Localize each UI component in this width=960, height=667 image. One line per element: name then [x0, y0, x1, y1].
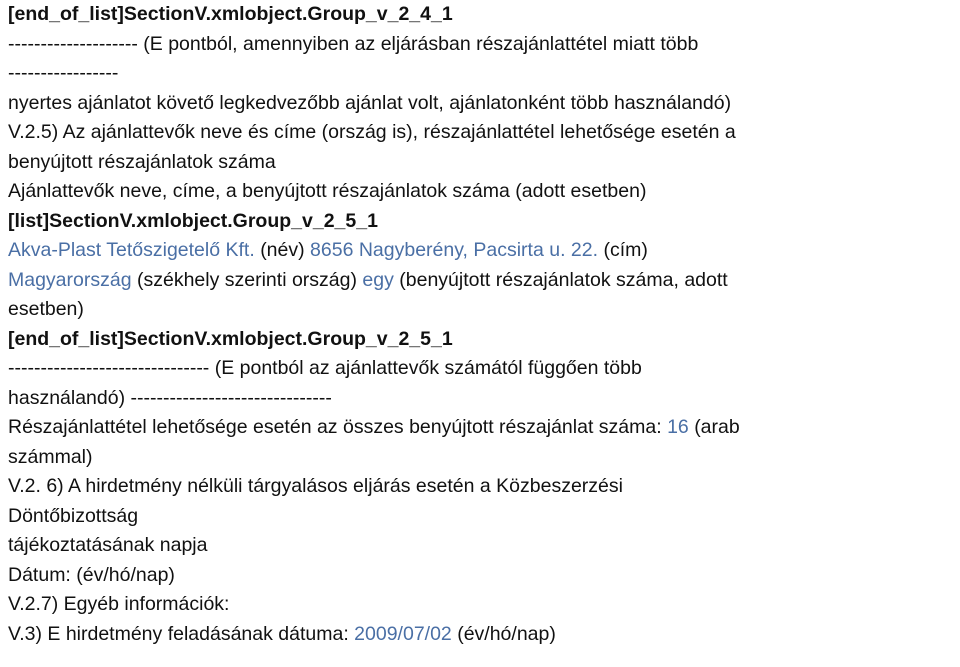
bidders-label: Ajánlattevők neve, címe, a benyújtott részajánlatok száma (adott esetben)	[8, 180, 647, 202]
end-of-list-marker-v-2-5-1: [end_of_list]SectionV.xmlobject.Group_v_2_5_1	[8, 327, 453, 350]
bid-count-label-cont: esetben)	[8, 298, 84, 320]
bidder-country-line	[8, 266, 952, 296]
list-marker-v-2-5-1: [list]SectionV.xmlobject.Group_v_2_5_1	[8, 209, 378, 232]
bid-count-label: (benyújtott részajánlatok száma, adott	[399, 268, 728, 291]
total-bids-value: 16	[667, 416, 689, 438]
date-format-label: Dátum: (év/hó/nap)	[8, 563, 175, 586]
bidders-note-line-1: ------------------------------- (E pontból az ajánlattevők számától függően több	[8, 357, 642, 379]
section-v-2-6-heading: V.2. 6) A hirdetmény nélküli tárgyalásos eljárás esetén a Közbeszerzési	[8, 475, 623, 497]
section-v-2-5-heading: V.2.5) Az ajánlattevők neve és címe (ország is), részajánlattétel lehetősége esetén a	[8, 121, 736, 143]
name-label: (név)	[260, 239, 305, 261]
bidder-country: Magyarország	[8, 268, 132, 291]
dispatch-date-value: 2009/07/02	[354, 622, 452, 645]
country-label: (székhely szerinti ország)	[136, 268, 357, 291]
dispatch-date-format: (év/hó/nap)	[457, 622, 556, 645]
bidders-note-line-2: használandó) -------------------------------	[8, 386, 332, 409]
address-label: (cím)	[603, 239, 648, 261]
dispatch-date-line	[8, 620, 952, 650]
section-note-line-3: nyertes ajánlatot követő legkedvezőbb ajánlat volt, ajánlatonként több használandó)	[8, 91, 732, 114]
end-of-list-marker-v-2-4-1: [end_of_list]SectionV.xmlobject.Group_v_2_4_1	[8, 3, 453, 25]
total-bids-label: Részajánlattétel lehetősége esetén az összes benyújtott részajánlat száma:	[8, 416, 662, 438]
bidder-address: 8656 Nagyberény, Pacsirta u. 22.	[310, 239, 599, 261]
total-bids-suffix: (arab	[694, 416, 740, 438]
section-v-2-6-heading-cont: Döntőbizottság	[8, 504, 139, 527]
total-bids-line	[8, 413, 952, 443]
bidder-name-address-line	[8, 236, 952, 266]
section-v-2-7-heading: V.2.7) Egyéb információk:	[8, 593, 230, 615]
notification-date-label: tájékoztatásának napja	[8, 534, 208, 556]
section-v-2-5-heading-cont: benyújtott részajánlatok száma	[8, 150, 276, 173]
bidder-company-name: Akva-Plast Tetőszigetelő Kft.	[8, 239, 255, 261]
section-note-line-2: -----------------	[8, 62, 119, 84]
bid-count-value: egy	[362, 268, 394, 291]
total-bids-suffix-cont: számmal)	[8, 445, 93, 468]
dispatch-date-label: V.3) E hirdetmény feladásának dátuma:	[8, 622, 349, 645]
section-note-line-1: -------------------- (E pontból, amennyiben az eljárásban részajánlattétel miatt több	[8, 32, 699, 55]
